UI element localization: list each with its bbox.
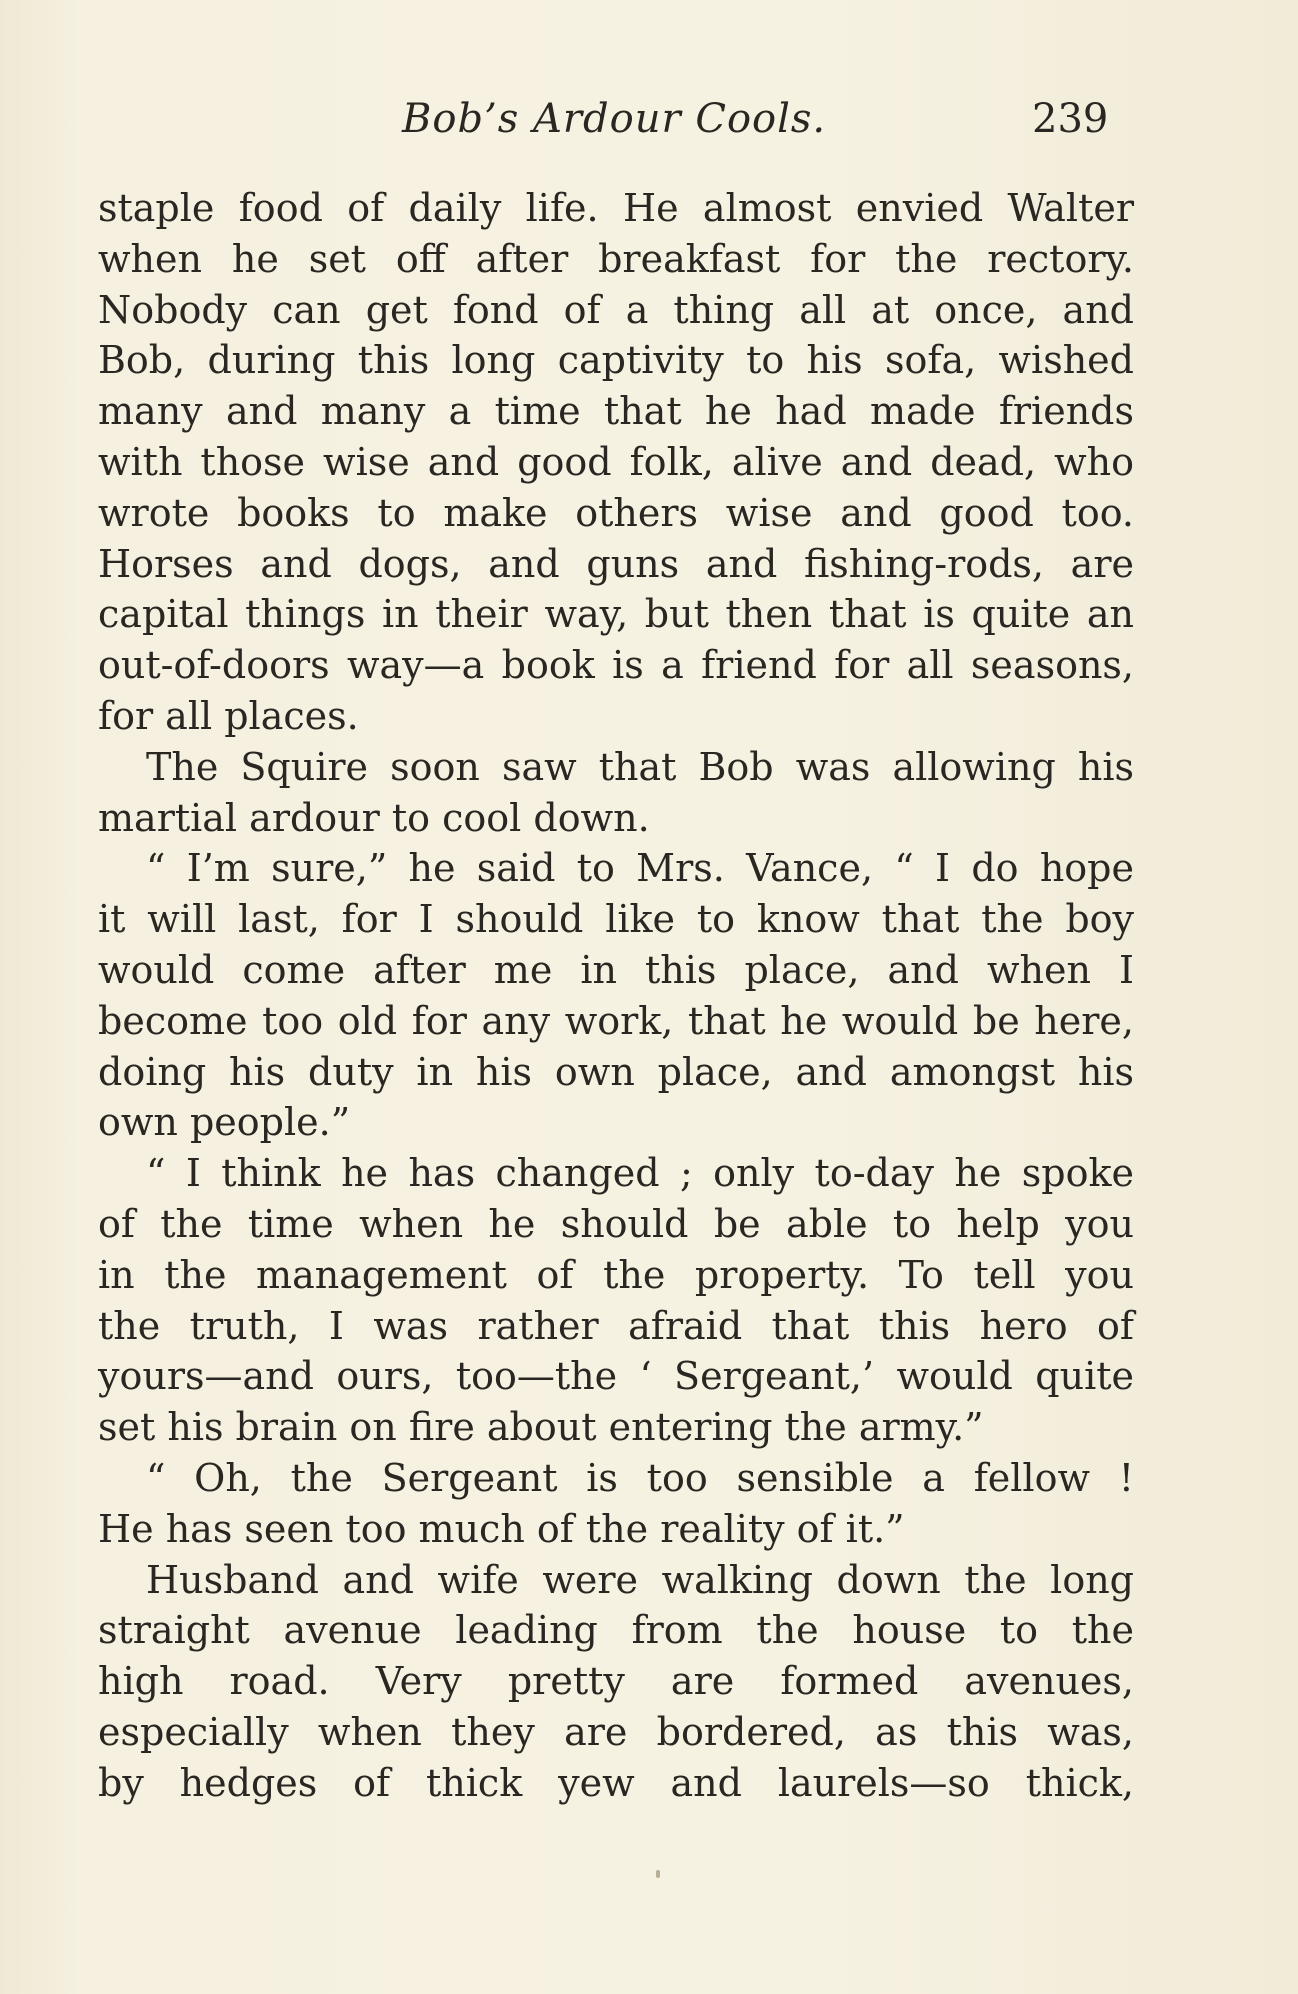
- text-line: it will last, for I should like to know that the boy: [98, 897, 1134, 942]
- text-line: “ I think he has changed ; only to-day he spoke: [146, 1151, 1134, 1196]
- text-line: straight avenue leading from the house to the: [98, 1608, 1134, 1653]
- text-line: Husband and wife were walking down the long: [146, 1557, 1134, 1602]
- text-line: “ Oh, the Sergeant is too sensible a fellow !: [146, 1455, 1134, 1500]
- text-line: wrote books to make others wise and good too.: [98, 490, 1134, 535]
- text-line: become too old for any work, that he would be here,: [98, 998, 1134, 1043]
- body-text: [98, 183, 1134, 1809]
- page-number: 239: [1032, 96, 1109, 142]
- running-title: Bob’s Ardour Cools.: [402, 96, 827, 142]
- text-line: for all places.: [98, 693, 359, 738]
- text-line: in the management of the property. To tell you: [98, 1252, 1134, 1297]
- text-line: of the time when he should be able to help you: [98, 1201, 1134, 1246]
- text-line: Nobody can get fond of a thing all at once, and: [98, 287, 1134, 332]
- text-line: the truth, I was rather afraid that this hero of: [98, 1303, 1134, 1348]
- text-line: yours—and ours, too—the ‘ Sergeant,’ would quite: [98, 1354, 1134, 1399]
- text-line: doing his duty in his own place, and amongst his: [98, 1049, 1134, 1094]
- text-line: especially when they are bordered, as this was,: [98, 1709, 1134, 1754]
- paper-speck: [656, 1870, 660, 1878]
- text-line: out-of-doors way—a book is a friend for all seasons,: [98, 643, 1134, 688]
- text-line: own people.”: [98, 1100, 351, 1145]
- text-line: high road. Very pretty are formed avenues,: [98, 1659, 1134, 1704]
- text-line: He has seen too much of the reality of it.”: [98, 1506, 905, 1551]
- text-line: by hedges of thick yew and laurels—so thick,: [98, 1760, 1134, 1805]
- text-line: many and many a time that he had made friends: [98, 389, 1134, 434]
- text-line: capital things in their way, but then that is quite an: [98, 592, 1134, 637]
- text-line: Horses and dogs, and guns and fishing-rods, are: [98, 541, 1134, 586]
- text-line: staple food of daily life. He almost envied Walter: [98, 186, 1134, 230]
- text-line: would come after me in this place, and when I: [98, 947, 1134, 992]
- text-line: The Squire soon saw that Bob was allowing his: [146, 744, 1134, 789]
- running-head: [0, 96, 1298, 156]
- text-line: Bob, during this long captivity to his sofa, wished: [98, 338, 1134, 383]
- text-line: when he set off after breakfast for the rectory.: [98, 236, 1134, 281]
- text-line: set his brain on fire about entering the army.”: [98, 1405, 984, 1450]
- text-line: “ I’m sure,” he said to Mrs. Vance, “ I do hope: [146, 846, 1134, 891]
- text-line: with those wise and good folk, alive and dead, who: [98, 439, 1134, 484]
- text-line: martial ardour to cool down.: [98, 795, 650, 840]
